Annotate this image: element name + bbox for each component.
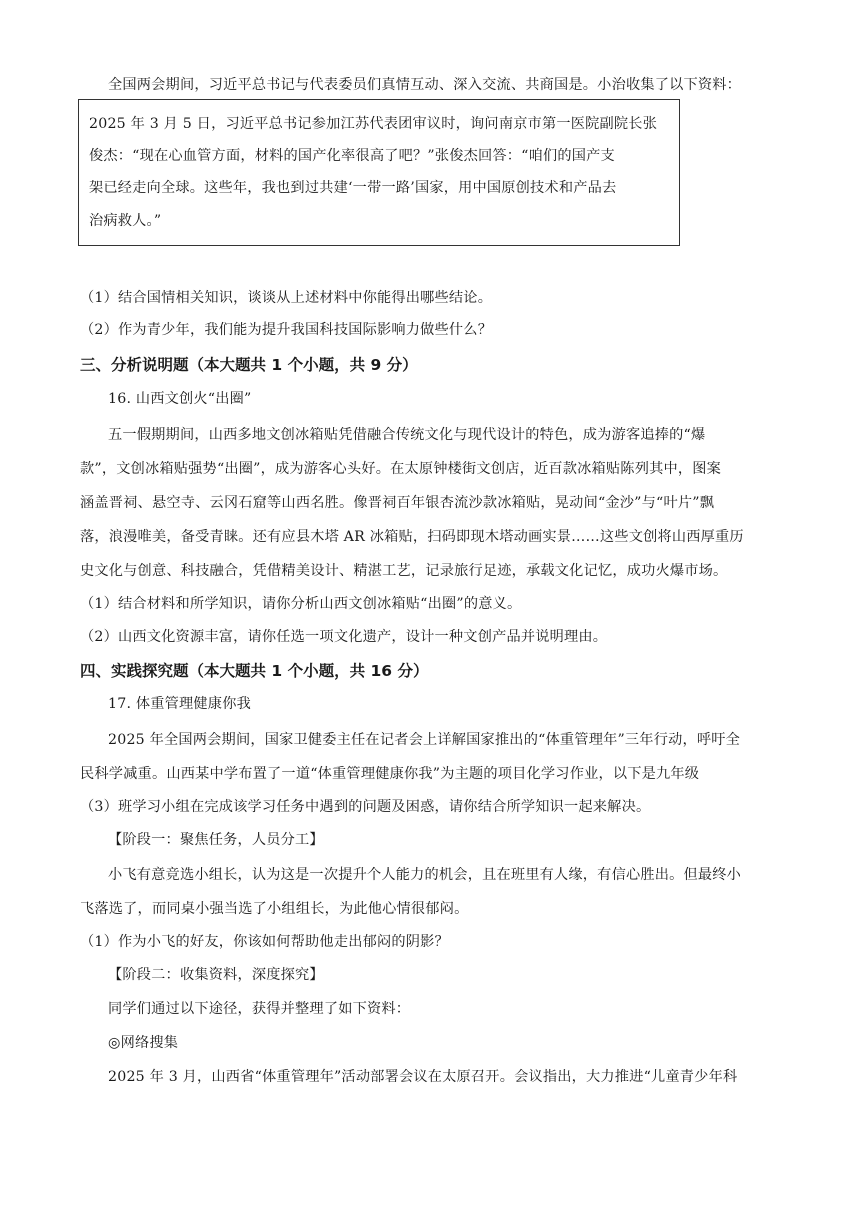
stage1-sub1: （1）作为小飞的好友，你该如何帮助他走出郁闷的阴影？ [80, 934, 449, 950]
q16-paragraph-line: 落，浪漫唯美，备受青睐。还有应县木塔 AR 冰箱贴，扫码即现木塔动画实景……这些文创将山西厚重历 [80, 529, 744, 545]
q16-paragraph-line: 款”，文创冰箱贴强势“出圈”，成为游客心头好。在太原钟楼街文创店，近百款冰箱贴陈列其中，图案 [80, 461, 722, 477]
stage2-intro: 同学们通过以下途径，获得并整理了如下资料： [108, 1001, 411, 1017]
stage1-title: 【阶段一：聚焦任务，人员分工】 [108, 832, 324, 848]
material-box [78, 99, 680, 246]
q15-sub1: （1）结合国情相关知识，谈谈从上述材料中你能得出哪些结论。 [80, 290, 493, 306]
q17-paragraph-line: 2025 年全国两会期间，国家卫健委主任在记者会上详解国家推出的“体重管理年”三年行动，呼吁全 [108, 732, 741, 748]
section4-heading: 四、实践探究题（本大题共 1 个小题，共 16 分） [80, 662, 429, 680]
material-line: 2025 年 3 月 5 日，习近平总书记参加江苏代表团审议时，询问南京市第一医院副院长张 [89, 116, 658, 132]
q15-sub2: （2）作为青少年，我们能为提升我国科技国际影响力做些什么？ [80, 322, 493, 338]
stage1-line: 飞落选了，而同桌小强当选了小组组长，为此他心情很郁闷。 [80, 901, 469, 917]
q16-sub2: （2）山西文化资源丰富，请你任选一项文化遗产，设计一种文创产品并说明理由。 [80, 629, 608, 645]
q16-paragraph-line: 史文化与创意、科技融合，凭借精美设计、精湛工艺，记录旅行足迹，承载文化记忆，成功火爆市场。 [80, 563, 728, 579]
material-line: 治病救人。” [89, 213, 162, 229]
material-line: 俊杰：“现在心血管方面，材料的国产化率很高了吧？”张俊杰回答：“咱们的国产支 [89, 148, 615, 164]
section3-heading: 三、分析说明题（本大题共 1 个小题，共 9 分） [80, 356, 418, 374]
stage2-source: ◎网络搜集 [108, 1035, 179, 1051]
stage2-line: 2025 年 3 月，山西省“体重管理年”活动部署会议在太原召开。会议指出，大力推进“儿童青少年科 [108, 1069, 738, 1085]
q16-paragraph-line: 五一假期期间，山西多地文创冰箱贴凭借融合传统文化与现代设计的特色，成为游客追捧的“爆 [108, 427, 706, 443]
q16-sub1: （1）结合材料和所学知识，请你分析山西文创冰箱贴“出圈”的意义。 [80, 596, 522, 612]
intro-text: 全国两会期间，习近平总书记与代表委员们真情互动、深入交流、共商国是。小治收集了以下资料： [108, 77, 742, 93]
q17-title: 17. 体重管理健康你我 [108, 696, 251, 712]
material-line: 架已经走向全球。这些年，我也到过共建‘一带一路’国家，用中国原创技术和产品去 [89, 180, 617, 196]
q17-paragraph-line: （3）班学习小组在完成该学习任务中遇到的问题及困惑，请你结合所学知识一起来解决。 [80, 799, 651, 815]
q16-paragraph-line: 涵盖晋祠、悬空寺、云冈石窟等山西名胜。像晋祠百年银杏流沙款冰箱贴，晃动间“金沙”与“叶片”飘 [80, 495, 715, 511]
stage1-line: 小飞有意竞选小组长，认为这是一次提升个人能力的机会，且在班里有人缘，有信心胜出。但最终小 [108, 867, 742, 883]
q16-title: 16. 山西文创火“出圈” [108, 391, 252, 407]
q17-paragraph-line: 民科学减重。山西某中学布置了一道“体重管理健康你我”为主题的项目化学习作业，以下是九年级 [80, 766, 700, 782]
stage2-title: 【阶段二：收集资料，深度探究】 [108, 967, 324, 983]
